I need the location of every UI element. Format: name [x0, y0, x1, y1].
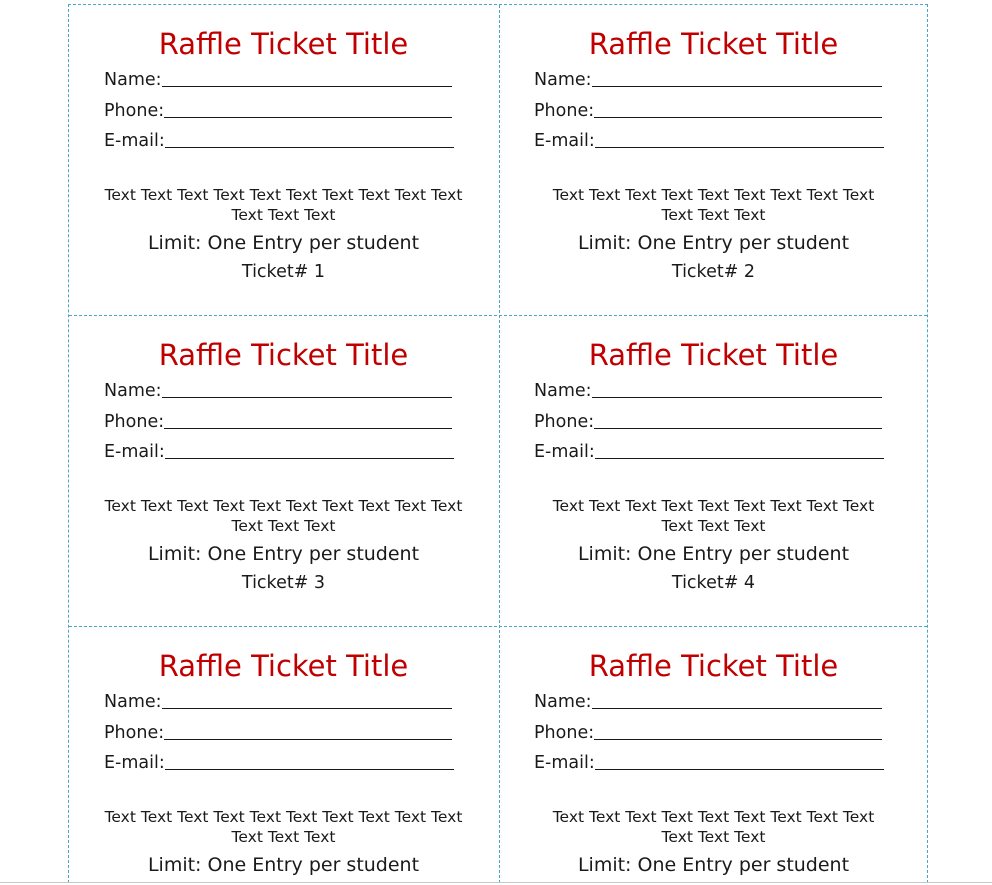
ticket-number: Ticket# 2 [671, 262, 756, 282]
ticket-title: Raffle Ticket Title [158, 338, 409, 372]
email-blank-line [595, 753, 884, 770]
raffle-ticket [499, 316, 928, 626]
email-blank-line [595, 131, 884, 148]
ticket-body-text: Text Text Text Text Text Text Text Text Text Text Text Text Text [104, 186, 463, 224]
ticket-body-text: Text Text Text Text Text Text Text Text Text Text Text Text Text [104, 497, 463, 535]
name-blank-line [592, 381, 882, 398]
name-blank-line [592, 70, 882, 87]
ticket-title: Raffle Ticket Title [588, 338, 839, 372]
entry-limit: Limit: One Entry per student [147, 543, 420, 565]
ticket-number: Ticket# 3 [241, 573, 326, 593]
raffle-ticket-sheet [68, 4, 928, 883]
ticket-number: Ticket# 4 [671, 573, 756, 593]
ticket-title: Raffle Ticket Title [588, 27, 839, 61]
phone-blank-line [164, 723, 452, 740]
email-field [104, 130, 454, 152]
email-label: E-mail: [104, 753, 165, 773]
raffle-ticket [69, 316, 498, 626]
email-blank-line [595, 442, 884, 459]
name-blank-line [592, 692, 882, 709]
entry-limit: Limit: One Entry per student [147, 232, 420, 254]
name-field [534, 691, 882, 713]
phone-blank-line [164, 412, 452, 429]
email-label: E-mail: [104, 131, 165, 151]
name-label: Name: [534, 381, 592, 401]
name-field [104, 380, 452, 402]
name-field [104, 69, 452, 91]
page-bottom-edge [0, 882, 992, 883]
phone-field [104, 722, 452, 744]
entry-limit: Limit: One Entry per student [577, 854, 850, 876]
email-label: E-mail: [534, 753, 595, 773]
phone-label: Phone: [104, 723, 165, 743]
phone-label: Phone: [534, 412, 595, 432]
phone-label: Phone: [104, 101, 165, 121]
email-label: E-mail: [534, 442, 595, 462]
phone-blank-line [164, 101, 452, 118]
phone-field [534, 100, 882, 122]
name-label: Name: [534, 692, 592, 712]
name-field [104, 691, 452, 713]
ticket-title: Raffle Ticket Title [158, 649, 409, 683]
ticket-title: Raffle Ticket Title [158, 27, 409, 61]
entry-limit: Limit: One Entry per student [577, 543, 850, 565]
raffle-ticket [499, 5, 928, 315]
ticket-body-text: Text Text Text Text Text Text Text Text Text Text Text Text Text [104, 808, 463, 846]
phone-label: Phone: [534, 101, 595, 121]
name-blank-line [162, 381, 452, 398]
name-label: Name: [104, 70, 162, 90]
email-blank-line [165, 753, 454, 770]
email-blank-line [165, 131, 454, 148]
phone-field [104, 411, 452, 433]
phone-label: Phone: [104, 412, 165, 432]
phone-field [104, 100, 452, 122]
name-field [534, 69, 882, 91]
name-field [534, 380, 882, 402]
name-blank-line [162, 70, 452, 87]
ticket-body-text: Text Text Text Text Text Text Text Text Text Text Text Text [552, 186, 875, 224]
ticket-number: Ticket# 1 [241, 262, 326, 282]
phone-blank-line [594, 101, 882, 118]
email-field [104, 752, 454, 774]
email-field [104, 441, 454, 463]
raffle-ticket [69, 5, 498, 315]
entry-limit: Limit: One Entry per student [147, 854, 420, 876]
entry-limit: Limit: One Entry per student [577, 232, 850, 254]
email-field [534, 130, 884, 152]
name-label: Name: [534, 70, 592, 90]
raffle-ticket [499, 627, 928, 883]
name-blank-line [162, 692, 452, 709]
name-label: Name: [104, 381, 162, 401]
ticket-body-text: Text Text Text Text Text Text Text Text Text Text Text Text [552, 497, 875, 535]
email-field [534, 752, 884, 774]
phone-field [534, 411, 882, 433]
phone-blank-line [594, 412, 882, 429]
phone-blank-line [594, 723, 882, 740]
phone-field [534, 722, 882, 744]
email-blank-line [165, 442, 454, 459]
ticket-title: Raffle Ticket Title [588, 649, 839, 683]
phone-label: Phone: [534, 723, 595, 743]
name-label: Name: [104, 692, 162, 712]
email-label: E-mail: [104, 442, 165, 462]
raffle-ticket [69, 627, 498, 883]
email-field [534, 441, 884, 463]
ticket-body-text: Text Text Text Text Text Text Text Text Text Text Text Text [552, 808, 875, 846]
email-label: E-mail: [534, 131, 595, 151]
